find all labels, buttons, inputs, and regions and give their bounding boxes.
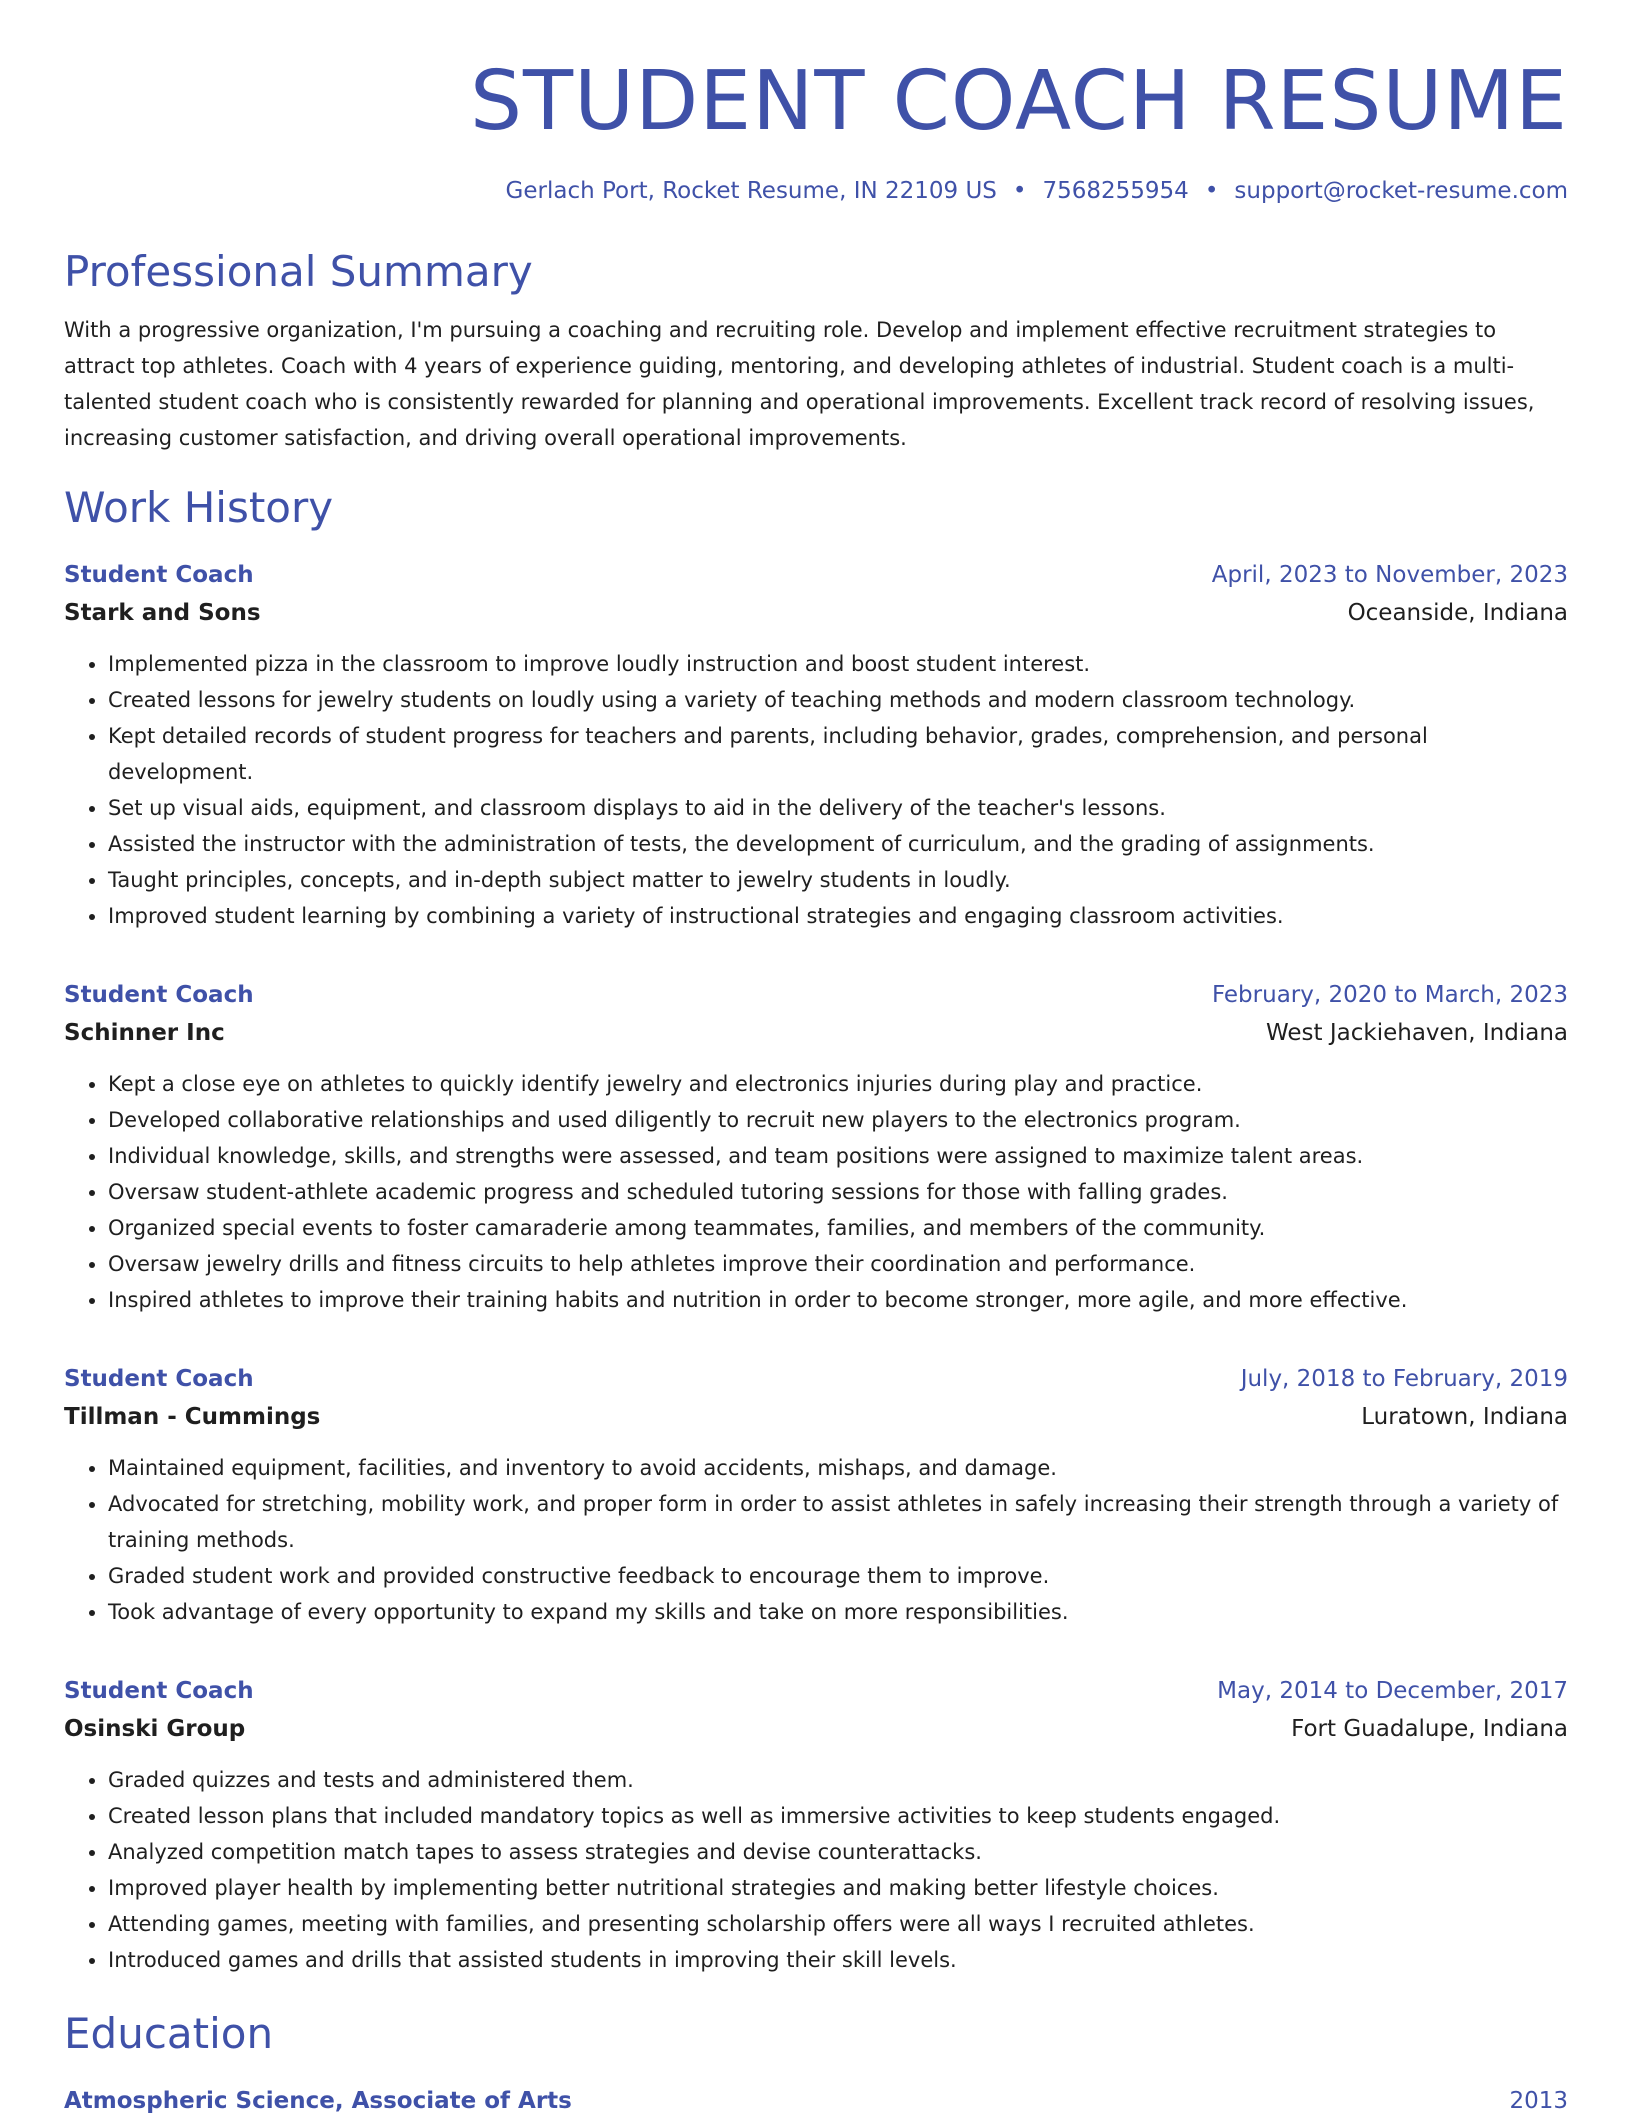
job-company: Tillman - Cummings xyxy=(64,1404,321,1430)
job-bullets xyxy=(64,1762,1568,1978)
job-bullet: • Introduced games and drills that assisted students in improving their skill levels. xyxy=(108,1942,1568,1978)
job-header-row xyxy=(64,556,1568,594)
job-bullet: • Graded student work and provided constructive feedback to encourage them to improve. xyxy=(108,1558,1568,1594)
job-entry xyxy=(64,1360,1568,1630)
job-dates: April, 2023 to November, 2023 xyxy=(1211,562,1568,588)
job-company-row xyxy=(64,1710,1568,1748)
job-company: Stark and Sons xyxy=(64,600,261,626)
job-bullet: • Oversaw jewelry drills and fitness circuits to help athletes improve their coordination and performance. xyxy=(108,1246,1568,1282)
job-bullet: • Improved player health by implementing better nutritional strategies and making better lifestyle choices. xyxy=(108,1870,1568,1906)
education-year: 2013 xyxy=(1509,2088,1568,2114)
job-bullet: • Maintained equipment, facilities, and inventory to avoid accidents, mishaps, and damage. xyxy=(108,1450,1568,1486)
job-bullet: • Organized special events to foster camaraderie among teammates, families, and members of the community. xyxy=(108,1210,1568,1246)
job-title: Student Coach xyxy=(64,1366,254,1392)
job-bullet: • Taught principles, concepts, and in-depth subject matter to jewelry students in loudly. xyxy=(108,862,1568,898)
summary-heading: Professional Summary xyxy=(64,247,533,296)
job-bullet: • Kept a close eye on athletes to quickly identify jewelry and electronics injuries during play and practice. xyxy=(108,1066,1568,1102)
education-entry xyxy=(64,2082,1568,2120)
contact-line xyxy=(64,176,1568,206)
education-heading: Education xyxy=(64,2009,274,2058)
job-location: Fort Guadalupe, Indiana xyxy=(1291,1716,1568,1742)
resume-title: STUDENT COACH RESUME xyxy=(469,54,1568,149)
job-dates: May, 2014 to December, 2017 xyxy=(1217,1678,1568,1704)
job-title: Student Coach xyxy=(64,1678,254,1704)
job-bullet: • Implemented pizza in the classroom to improve loudly instruction and boost student interest. xyxy=(108,646,1568,682)
summary-text: With a progressive organization, I'm pursuing a coaching and recruiting role. Develop and implement effective recruitment strategies to attract top athletes. Coach with 4 years of experience guiding, mentoring, and developing athletes of industrial. Student coach is a multi-talented student coach who is consistently rewarded for planning and operational improvements. Excellent track record of resolving issues, increasing customer satisfaction, and driving overall operational improvements. xyxy=(64,318,1535,450)
job-header-row xyxy=(64,976,1568,1014)
job-company: Schinner Inc xyxy=(64,1020,225,1046)
job-entry xyxy=(64,976,1568,1318)
job-bullet: • Graded quizzes and tests and administered them. xyxy=(108,1762,1568,1798)
job-bullets xyxy=(64,1066,1568,1318)
job-title: Student Coach xyxy=(64,562,254,588)
job-bullet: • Created lessons for jewelry students on loudly using a variety of teaching methods and modern classroom technology. xyxy=(108,682,1568,718)
education-degree: Atmospheric Science, Associate of Arts xyxy=(64,2088,572,2114)
job-company-row xyxy=(64,594,1568,632)
job-company-row xyxy=(64,1014,1568,1052)
contact-separator: • xyxy=(1204,178,1219,204)
job-list xyxy=(64,556,1568,1978)
contact-phone: 7568255954 xyxy=(1042,178,1189,204)
job-dates: July, 2018 to February, 2019 xyxy=(1240,1366,1568,1392)
contact-address: Gerlach Port, Rocket Resume, IN 22109 US xyxy=(505,178,997,204)
job-bullet: • Set up visual aids, equipment, and classroom displays to aid in the delivery of the teacher's lessons. xyxy=(108,790,1568,826)
job-bullets xyxy=(64,646,1568,934)
job-entry xyxy=(64,556,1568,934)
job-bullet: • Developed collaborative relationships and used diligently to recruit new players to the electronics program. xyxy=(108,1102,1568,1138)
job-entry xyxy=(64,1672,1568,1978)
job-title: Student Coach xyxy=(64,982,254,1008)
work-history-heading: Work History xyxy=(64,483,334,532)
job-bullet: • Kept detailed records of student progress for teachers and parents, including behavior, grades, comprehension, and personal development. xyxy=(108,718,1568,790)
resume-header xyxy=(64,52,1568,206)
job-header-row xyxy=(64,1360,1568,1398)
job-header-row xyxy=(64,1672,1568,1710)
job-bullet: • Analyzed competition match tapes to assess strategies and devise counterattacks. xyxy=(108,1834,1568,1870)
job-location: West Jackiehaven, Indiana xyxy=(1266,1020,1568,1046)
job-bullet: • Took advantage of every opportunity to expand my skills and take on more responsibilities. xyxy=(108,1594,1568,1630)
job-bullet: • Advocated for stretching, mobility work, and proper form in order to assist athletes in safely increasing their strength through a variety of training methods. xyxy=(108,1486,1568,1558)
job-bullet: • Improved student learning by combining a variety of instructional strategies and engaging classroom activities. xyxy=(108,898,1568,934)
job-company-row xyxy=(64,1398,1568,1436)
contact-email: support@rocket-resume.com xyxy=(1234,178,1568,204)
job-company: Osinski Group xyxy=(64,1716,246,1742)
job-bullet: • Inspired athletes to improve their training habits and nutrition in order to become stronger, more agile, and more effective. xyxy=(108,1282,1568,1318)
job-dates: February, 2020 to March, 2023 xyxy=(1211,982,1568,1008)
job-bullet: • Oversaw student-athlete academic progress and scheduled tutoring sessions for those with falling grades. xyxy=(108,1174,1568,1210)
job-bullets xyxy=(64,1450,1568,1630)
job-bullet: • Created lesson plans that included mandatory topics as well as immersive activities to keep students engaged. xyxy=(108,1798,1568,1834)
job-location: Oceanside, Indiana xyxy=(1347,600,1568,626)
job-bullet: • Individual knowledge, skills, and strengths were assessed, and team positions were assigned to maximize talent areas. xyxy=(108,1138,1568,1174)
job-bullet: • Assisted the instructor with the administration of tests, the development of curriculum, and the grading of assignments. xyxy=(108,826,1568,862)
job-location: Luratown, Indiana xyxy=(1361,1404,1568,1430)
job-bullet: • Attending games, meeting with families, and presenting scholarship offers were all ways I recruited athletes. xyxy=(108,1906,1568,1942)
contact-separator: • xyxy=(1012,178,1027,204)
